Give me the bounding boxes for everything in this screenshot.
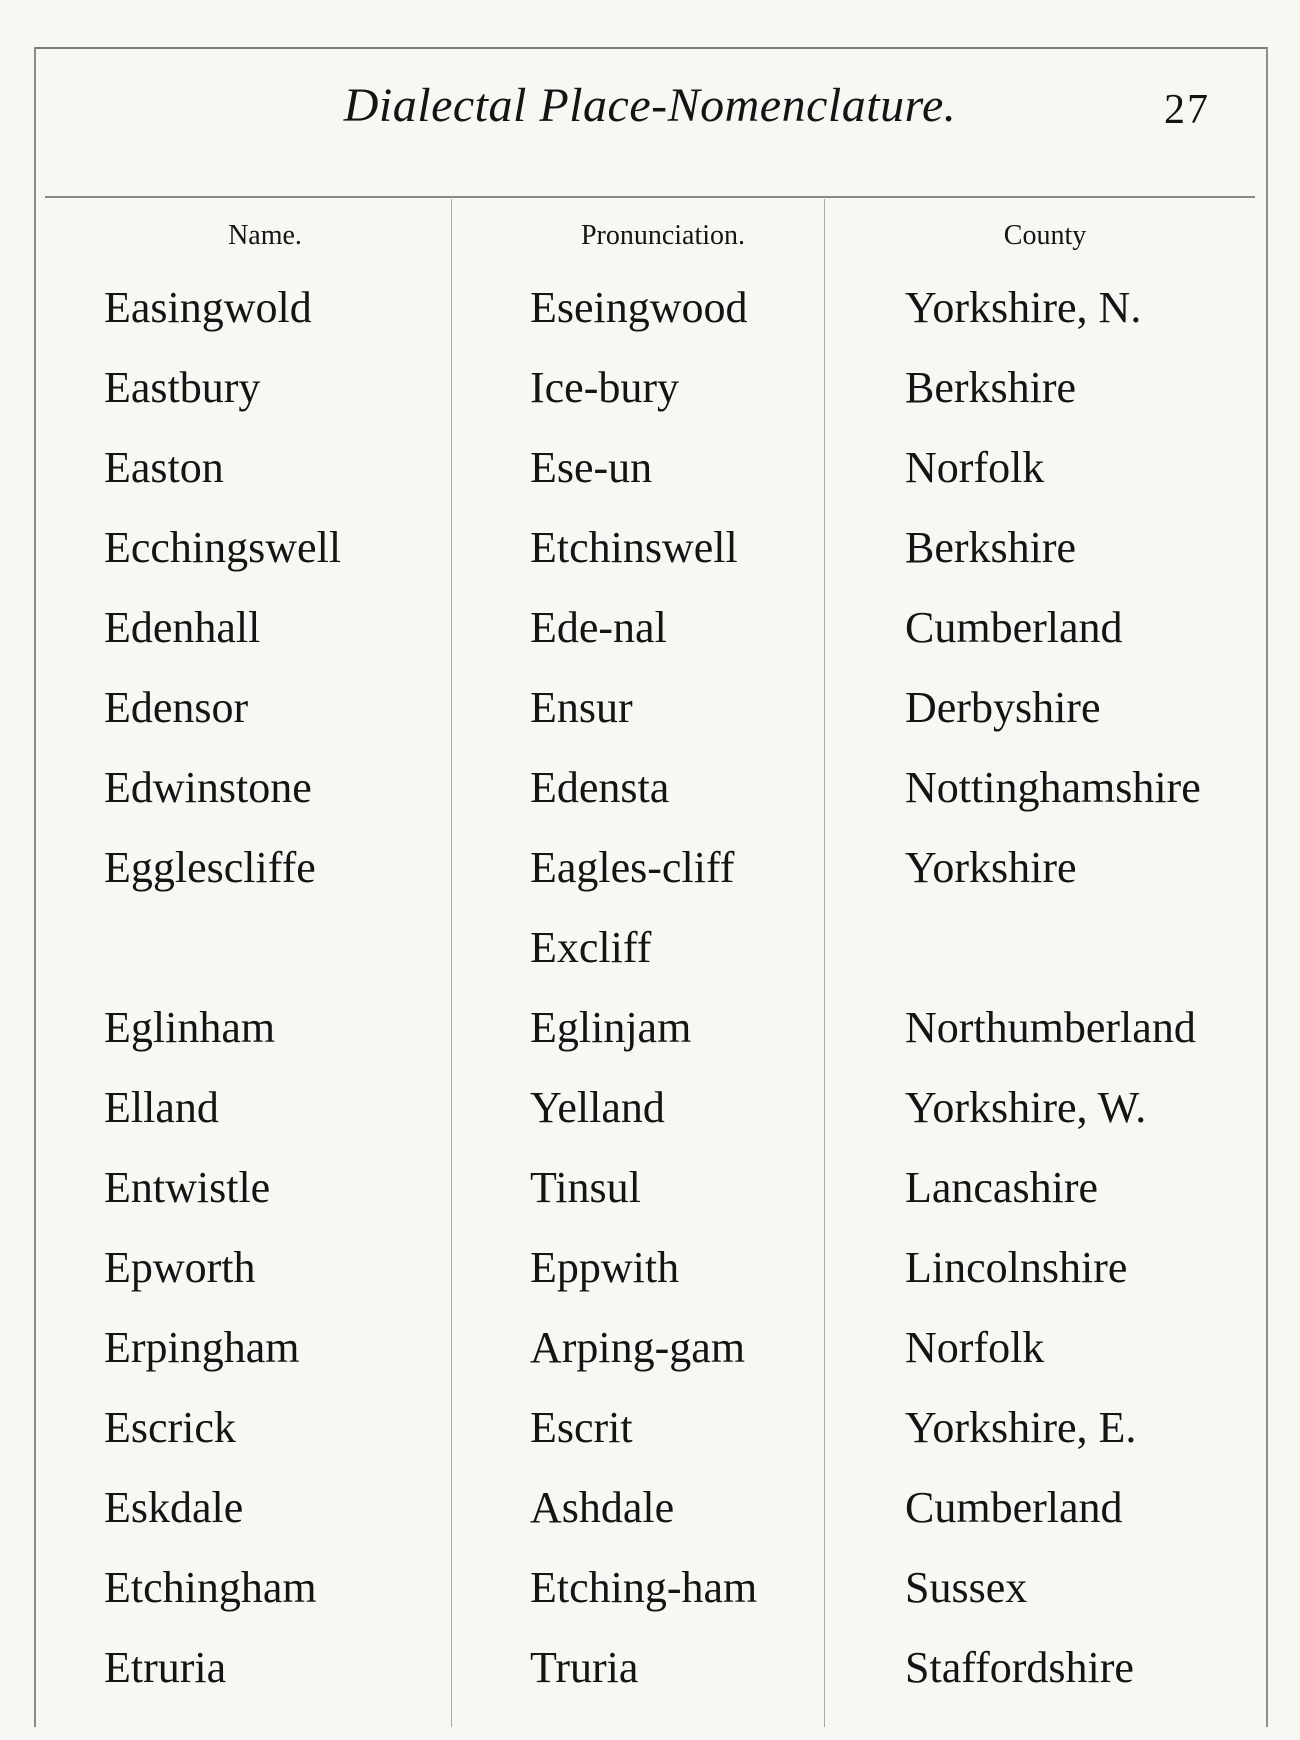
column-header-name: Name. [228,220,302,251]
page-number: 27 [1164,87,1210,133]
running-title: Dialectal Place-Nomenclature. [343,79,957,132]
county-cell: Cumberland [905,603,1123,652]
pronunciation-cell: Ashdale [530,1483,675,1532]
table-row [0,1548,1300,1628]
pronunciation-cell: Ensur [530,683,633,732]
county-cell: Nottinghamshire [905,763,1201,812]
name-cell: Edwinstone [104,763,312,812]
name-cell: Easton [104,443,224,492]
name-cell: Ecchingswell [104,523,342,572]
name-cell: Eskdale [104,1483,244,1532]
pronunciation-cell: Eagles-cliff [530,843,735,892]
county-cell: Yorkshire, N. [905,283,1142,332]
pronunciation-cell: Ede-nal [530,603,667,652]
name-cell: Edenhall [104,603,261,652]
name-cell: Etruria [104,1643,227,1692]
pronunciation-cell: Excliff [530,923,652,972]
table-row [0,348,1300,428]
table-row [0,1628,1300,1708]
header-rule [45,196,1255,198]
table-row [0,588,1300,668]
pronunciation-cell: Etchinswell [530,523,738,572]
table-row [0,1148,1300,1228]
county-cell: Yorkshire, W. [905,1083,1147,1132]
county-cell: Sussex [905,1563,1028,1612]
table-row [0,268,1300,348]
name-cell: Etchingham [104,1563,317,1612]
pronunciation-cell: Escrit [530,1403,633,1452]
pronunciation-cell: Eppwith [530,1243,680,1292]
table-row [0,1068,1300,1148]
name-cell: Edensor [104,683,249,732]
table-row [0,1308,1300,1388]
pronunciation-cell: Eglinjam [530,1003,692,1052]
table-row [0,988,1300,1068]
county-cell: Norfolk [905,443,1045,492]
name-cell: Easingwold [104,283,312,332]
county-cell: Northumberland [905,1003,1196,1052]
table-row [0,1468,1300,1548]
table-row [0,908,1300,988]
pronunciation-cell: Etching-ham [530,1563,758,1612]
table-row [0,828,1300,908]
pronunciation-cell: Ice-bury [530,363,680,412]
table-row [0,748,1300,828]
name-cell: Eglinham [104,1003,276,1052]
county-cell: Berkshire [905,363,1077,412]
table-row [0,1228,1300,1308]
county-cell: Norfolk [905,1323,1045,1372]
name-cell: Erpingham [104,1323,300,1372]
name-cell: Entwistle [104,1163,271,1212]
county-cell: Cumberland [905,1483,1123,1532]
pronunciation-cell: Arping-gam [530,1323,746,1372]
county-cell: Berkshire [905,523,1077,572]
county-cell: Yorkshire, E. [905,1403,1137,1452]
county-cell: Lincolnshire [905,1243,1128,1292]
pronunciation-cell: Ese-un [530,443,653,492]
column-header-county: County [1003,220,1087,251]
county-cell: Staffordshire [905,1643,1134,1692]
pronunciation-cell: Eseingwood [530,283,748,332]
place-name-table [0,268,1300,1708]
name-cell: Egglescliffe [104,843,316,892]
pronunciation-cell: Yelland [530,1083,665,1132]
name-cell: Elland [104,1083,219,1132]
table-row [0,428,1300,508]
county-cell: Lancashire [905,1163,1098,1212]
county-cell: Yorkshire [905,843,1077,892]
pronunciation-cell: Truria [530,1643,639,1692]
name-cell: Epworth [104,1243,256,1292]
pronunciation-cell: Tinsul [530,1163,641,1212]
table-row [0,668,1300,748]
name-cell: Eastbury [104,363,261,412]
name-cell: Escrick [104,1403,236,1452]
column-header-pronunciation: Pronunciation. [580,220,746,251]
county-cell: Derbyshire [905,683,1101,732]
frame-top-rule [34,47,1266,49]
pronunciation-cell: Edensta [530,763,670,812]
table-row [0,508,1300,588]
table-row [0,1388,1300,1468]
